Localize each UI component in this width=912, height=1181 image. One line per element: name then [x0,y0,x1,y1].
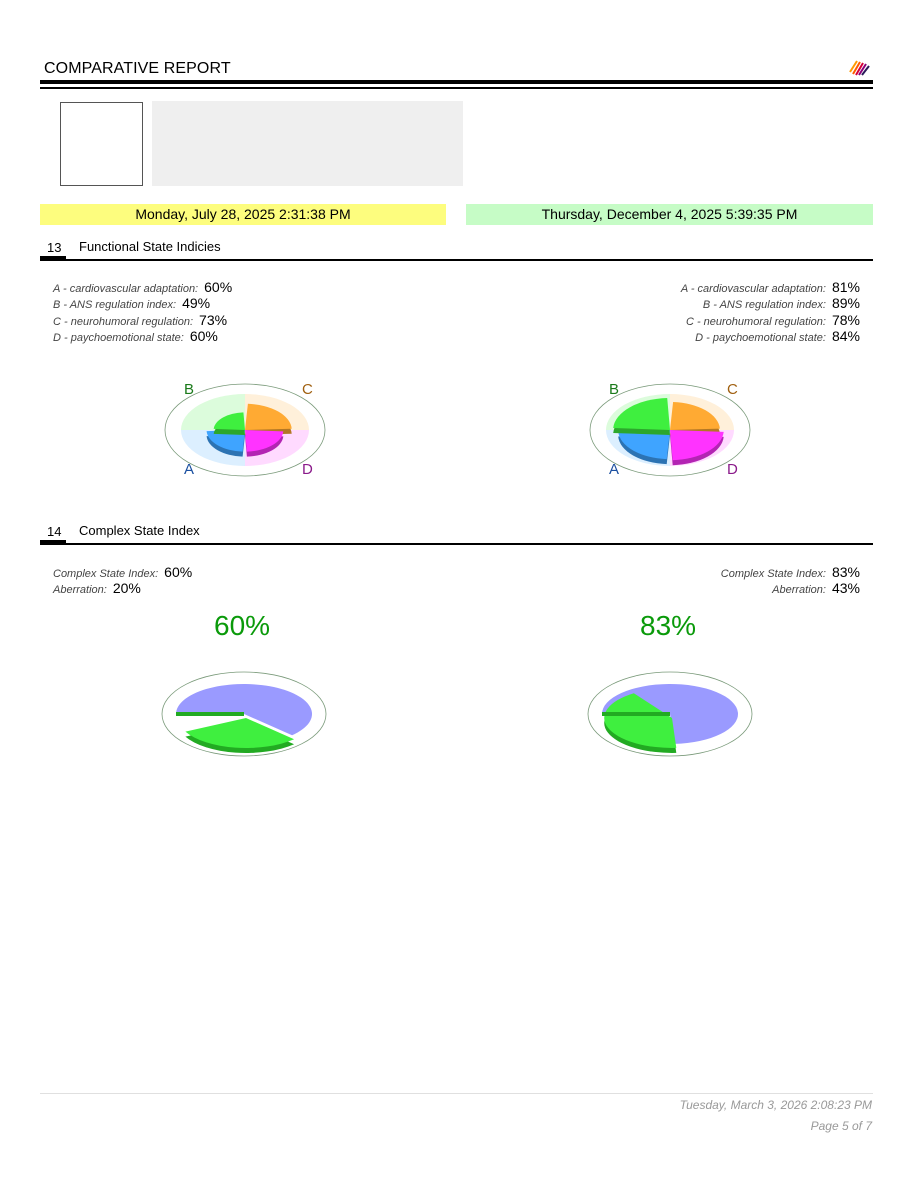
indicator-label: D - paychoemotional state: [695,332,826,344]
indicator-row [53,328,218,344]
pie-slice-b [613,398,670,430]
aberration-row [772,580,860,596]
footer-rule [40,1093,873,1094]
indicator-value: 78% [831,312,860,328]
quadrant-letter: B [184,381,195,398]
csi-row [53,564,192,580]
aberration-label: Aberration: [772,584,826,596]
aberration-row [53,580,141,596]
indicator-label: C - neurohumoral regulation: [53,316,194,328]
indicator-value: 60% [204,279,233,295]
aberration-value: 43% [831,580,860,596]
csi-percent-right: 83% [640,610,697,641]
section-title: Functional State Indicies [79,239,221,254]
section-title: Complex State Index [79,523,200,538]
csi-label: Complex State Index: [53,568,159,580]
report-title: COMPARATIVE REPORT [44,60,231,77]
functional-state-pie-right [585,378,755,480]
indicator-value: 84% [831,328,860,344]
footer-page-number: Page 5 of 7 [810,1119,872,1133]
indicator-row [695,328,860,344]
session-date-left: Monday, July 28, 2025 2:31:38 PM [40,204,446,225]
functional-state-pie-left [160,378,330,480]
session-date-right: Thursday, December 4, 2025 5:39:35 PM [466,204,873,225]
striped-ball-logo-icon [848,58,872,76]
header-rule [40,80,873,84]
indicator-value: 60% [189,328,218,344]
section-rule [40,543,873,545]
quadrant-letter: C [302,381,313,398]
csi-label: Complex State Index: [720,568,826,580]
indicator-label: A - cardiovascular adaptation: [53,283,199,295]
pie-base-edge [602,712,670,716]
section-number: 14 [47,524,62,539]
indicator-label: B - ANS regulation index: [702,299,826,311]
section-rule [40,259,873,261]
patient-info-box [152,101,463,186]
csi-row [721,564,860,580]
indicator-label: A - cardiovascular adaptation: [680,283,826,295]
csi-value: 60% [164,564,193,580]
patient-photo [60,102,143,186]
indicator-label: C - neurohumoral regulation: [685,316,826,328]
indicator-value: 49% [182,295,211,311]
csi-percent-left: 60% [214,610,271,641]
aberration-value: 20% [112,580,141,596]
quadrant-letter: D [302,461,313,478]
indicator-label: B - ANS regulation index: [53,299,177,311]
indicator-label: D - paychoemotional state: [53,332,184,344]
indicator-row [53,295,210,311]
footer-print-date: Tuesday, March 3, 2026 2:08:23 PM [679,1098,872,1112]
header-rule-thin [40,87,873,89]
indicator-value: 81% [831,279,860,295]
indicator-row [53,279,232,295]
section-number: 13 [47,240,62,255]
indicator-row [686,312,860,328]
indicator-row [53,312,227,328]
quadrant-letter: A [184,461,195,478]
aberration-label: Aberration: [53,584,107,596]
quadrant-letter: D [727,461,738,478]
indicator-value: 89% [831,295,860,311]
csi-value: 83% [831,564,860,580]
indicator-row [681,279,860,295]
indicator-row [703,295,860,311]
complex-state-pie-right [584,668,756,760]
pie-base-edge [176,712,244,716]
quadrant-letter: C [727,381,738,398]
quadrant-letter: A [609,461,620,478]
indicator-value: 73% [199,312,228,328]
quadrant-letter: B [609,381,620,398]
complex-state-pie-left [158,668,330,760]
pie-slice-d [670,430,724,460]
